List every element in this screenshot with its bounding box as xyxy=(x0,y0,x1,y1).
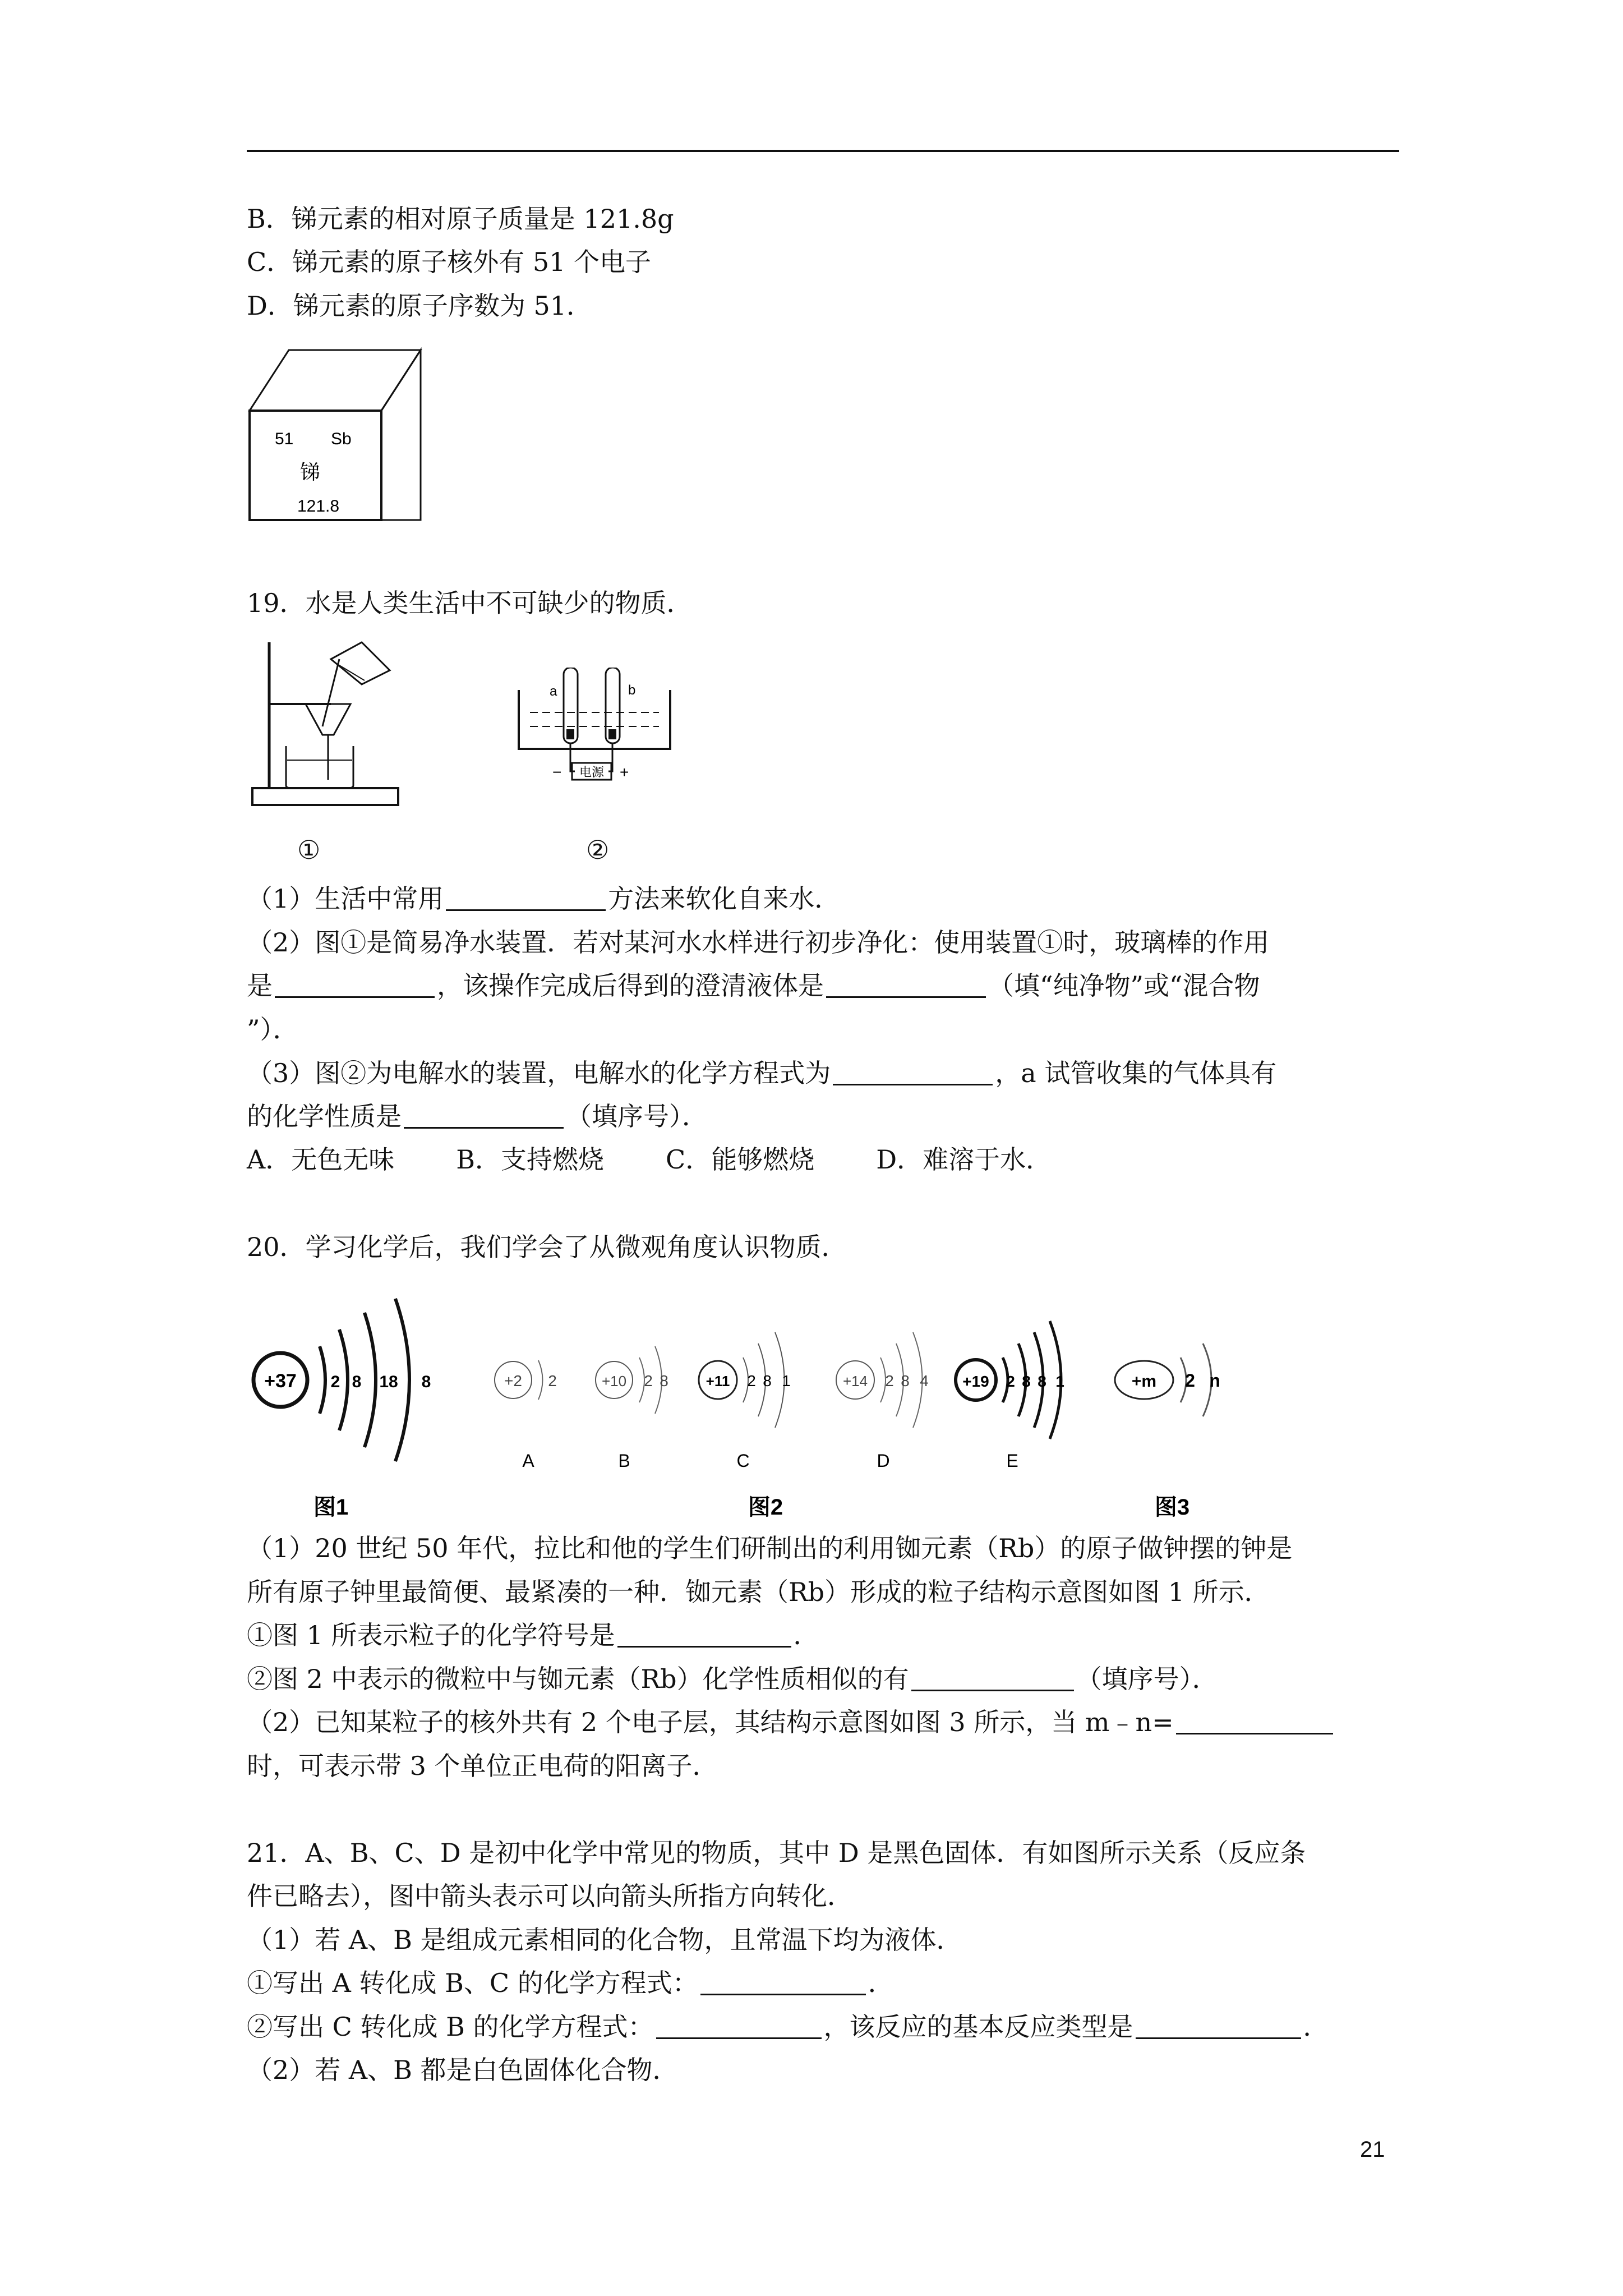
tube-label-b: b xyxy=(628,683,636,698)
answer-blank[interactable] xyxy=(656,2013,822,2039)
q20-stem: 20．学习化学后，我们学会了从微观角度认识物质． xyxy=(247,1232,847,1262)
page-number: 21 xyxy=(1360,2137,1385,2162)
q19-part3-line2: 的化学性质是 （填序号）． xyxy=(247,1101,708,1131)
q19-option-a: A．无色无味 xyxy=(247,1144,395,1175)
svg-text:8: 8 xyxy=(421,1373,431,1391)
svg-text:2: 2 xyxy=(548,1372,557,1389)
tube-label-a: a xyxy=(550,684,557,699)
fig2-caption: 图2 xyxy=(748,1495,783,1520)
q19-part1: （1）生活中常用 方法来软化自来水． xyxy=(247,884,841,914)
answer-blank[interactable] xyxy=(1136,2013,1301,2039)
particle-label-d: D xyxy=(877,1451,890,1471)
answer-blank[interactable] xyxy=(700,1969,866,1995)
answer-blank[interactable] xyxy=(404,1102,564,1129)
svg-text:18: 18 xyxy=(379,1373,398,1391)
svg-text:+14: +14 xyxy=(842,1373,868,1389)
q21-part1-q1: ①写出 A 转化成 B、C 的化学方程式： ． xyxy=(247,1968,894,1998)
fig3-nucleus: +m xyxy=(1131,1372,1157,1391)
particle-label-e: E xyxy=(1006,1451,1018,1471)
q20-part1-line1: （1）20 世纪 50 年代，拉比和他的学生们研制出的利用铷元素（Rb）的原子做钟摆的钟是 xyxy=(247,1533,1293,1563)
svg-text:8: 8 xyxy=(660,1372,668,1389)
q19-option-b: B．支持燃烧 xyxy=(456,1144,605,1175)
element-mass: 121.8 xyxy=(297,497,340,516)
q20-part2-line1: （2）已知某粒子的核外共有 2 个电子层，其结构示意图如图 3 所示，当 m﹣n= xyxy=(247,1705,1335,1739)
svg-text:n: n xyxy=(1209,1370,1220,1391)
q21-part1-q2: ②写出 C 转化成 B 的化学方程式： ，该反应的基本反应类型是 ． xyxy=(247,2012,1329,2042)
q19-part3-line1: （3）图②为电解水的装置，电解水的化学方程式为 ，a 试管收集的气体具有 xyxy=(247,1058,1277,1088)
q19-option-d: D．难溶于水． xyxy=(876,1144,1052,1175)
svg-text:2: 2 xyxy=(1006,1373,1015,1390)
answer-blank[interactable] xyxy=(1176,1708,1333,1734)
q20-part2-line2: 时，可表示带 3 个单位正电荷的阳离子． xyxy=(247,1751,718,1781)
fig3-caption: 图3 xyxy=(1154,1495,1190,1520)
svg-text:2: 2 xyxy=(644,1372,653,1389)
answer-blank[interactable] xyxy=(826,972,986,998)
svg-text:2: 2 xyxy=(747,1372,756,1389)
q19-part2-line1: （2）图①是简易净水装置．若对某河水水样进行初步净化：使用装置①时，玻璃棒的作用 xyxy=(247,927,1270,958)
q19-part2-line2: 是 ，该操作完成后得到的澄清液体是 （填“纯净物”或“混合物 xyxy=(247,970,1260,1001)
q21-part2: （2）若 A、B 都是白色固体化合物． xyxy=(247,2055,679,2085)
answer-blank[interactable] xyxy=(833,1059,993,1085)
particle-label-c: C xyxy=(736,1451,750,1471)
q18-option-c: C．锑元素的原子核外有 51 个电子 xyxy=(247,247,651,277)
q19-stem: 19．水是人类生活中不可缺少的物质． xyxy=(247,588,693,618)
answer-blank[interactable] xyxy=(617,1621,791,1648)
figure-label-2: ② xyxy=(586,835,610,865)
answer-blank[interactable] xyxy=(446,885,606,911)
svg-text:8: 8 xyxy=(1022,1373,1031,1390)
fig1-caption: 图1 xyxy=(313,1495,349,1520)
q18-option-d: D．锑元素的原子序数为 51． xyxy=(247,291,593,321)
fig1-nucleus: +37 xyxy=(264,1370,297,1392)
q20-part1-q2: ②图 2 中表示的微粒中与铷元素（Rb）化学性质相似的有 （填序号）． xyxy=(247,1664,1218,1694)
svg-text:1: 1 xyxy=(782,1372,791,1389)
svg-text:8: 8 xyxy=(352,1373,362,1391)
q19-options xyxy=(247,1143,1113,1176)
q19-part2-line3: ”）． xyxy=(247,1014,299,1045)
svg-text:8: 8 xyxy=(901,1372,910,1389)
svg-text:4: 4 xyxy=(920,1372,929,1389)
answer-blank[interactable] xyxy=(911,1665,1074,1691)
svg-text:2: 2 xyxy=(1185,1370,1195,1391)
answer-blank[interactable] xyxy=(275,972,435,998)
figure-label-1: ① xyxy=(297,835,321,865)
element-cube-figure xyxy=(247,343,426,528)
q19-option-c: C．能够燃烧 xyxy=(666,1144,815,1175)
electrolysis-apparatus-figure xyxy=(513,668,676,805)
svg-text:2: 2 xyxy=(885,1372,894,1389)
svg-text:+10: +10 xyxy=(601,1373,627,1389)
svg-text:+: + xyxy=(620,763,629,781)
svg-text:+2: +2 xyxy=(504,1372,522,1389)
svg-text:+19: +19 xyxy=(962,1373,989,1390)
q21-part1: （1）若 A、B 是组成元素相同的化合物，且常温下均为液体． xyxy=(247,1925,962,1955)
svg-text:2: 2 xyxy=(330,1373,340,1391)
svg-text:−: − xyxy=(552,763,562,781)
filtration-apparatus-figure xyxy=(247,637,404,827)
svg-text:1: 1 xyxy=(1055,1373,1064,1390)
q20-part1-q1: ①图 1 所表示粒子的化学符号是 ． xyxy=(247,1620,819,1650)
q20-part1-line2: 所有原子钟里最简便、最紧凑的一种．铷元素（Rb）形成的粒子结构示意图如图 1 所示． xyxy=(247,1577,1270,1607)
particle-label-b: B xyxy=(618,1451,630,1471)
q21-stem-line1: 21．A、B、C、D 是初中化学中常见的物质，其中 D 是黑色固体．有如图所示关系（反应条 xyxy=(247,1838,1306,1868)
element-number: 51 xyxy=(275,430,294,448)
element-name: 锑 xyxy=(300,461,321,484)
element-symbol: Sb xyxy=(331,430,352,448)
particle-label-a: A xyxy=(522,1451,534,1471)
q21-stem-line2: 件已略去），图中箭头表示可以向箭头所指方向转化． xyxy=(247,1881,853,1911)
svg-text:+11: +11 xyxy=(706,1373,730,1389)
header-rule xyxy=(247,150,1399,152)
atomic-structure-figures xyxy=(247,1279,1402,1526)
q18-option-b: B．锑元素的相对原子质量是 121.8g xyxy=(247,204,674,234)
power-label: 电源 xyxy=(579,766,605,780)
svg-text:8: 8 xyxy=(1038,1373,1046,1390)
svg-text:8: 8 xyxy=(763,1372,772,1389)
